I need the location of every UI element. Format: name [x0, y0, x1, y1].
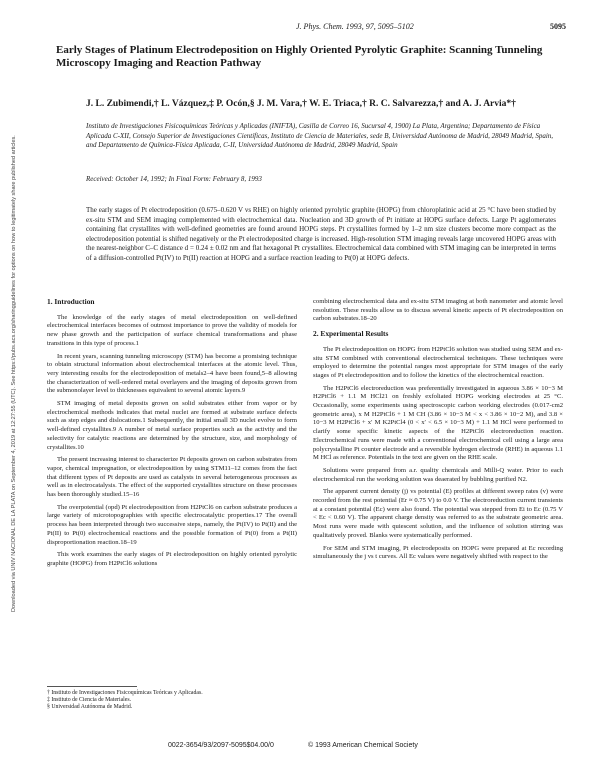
intro-paragraph: The knowledge of the early stages of metal electrodeposition on well-defined electrochemical interfaces becomes of outmost importance to prove the validity of models for new phase growth and the participation of surface chemical transformations and phase transitions in this type of process.1: [47, 313, 297, 347]
experimental-paragraph: The apparent current density (j) vs potential (E) profiles at different sweep rates (v) were recorded from the rest potential (Er ≈ 0.75 V) to 0.0 V. The electroreduction current transients at a constant potential (Ec) were also found. The potential was stepped from Ei to Ec (0.75 V < Ec < 0.60 V). The apparent charge density was referred to as the substrate geometric area. Most runs were made with quiescent solution, and the influence of solution stirring was qualitatively proved. Blanks were systematically performed.: [313, 488, 563, 539]
intro-paragraph: The overpotential (opd) Pt electrodeposition from H2PtCl6 on carbon substrate produces a large variety of microtopographies with specific electrocatalytic properties.17 The overall process has been interpreted through two successive steps, namely, the Pt(IV) to Pt(II) and the Pt(II) to Pt(0) electrochemical reactions and the possible formation of Pt(0) from a Pt(II) disproportionation reaction.18–19: [47, 503, 297, 546]
intro-paragraph: STM imaging of metal deposits grown on solid substrates either from vapor or by electrochemical methods indicates that metal nuclei are formed at substrate surface defects such as step edges and dislocations.1 Subsequently, the initial small 3D nuclei evolve to form well-defined crystallites.9 A number of metal surface properties such as the activity and the selectivity for catalytic reactions are determined by the structure, size, and morphology of crystallites.10: [47, 400, 297, 451]
issn-code: 0022-3654/93/2097-5095$04.00/0: [168, 742, 274, 749]
left-column: [47, 298, 297, 573]
download-watermark: [4, 135, 34, 612]
experimental-paragraph: The Pt electrodeposition on HOPG from H2PtCl6 solution was studied using SEM and ex-situ STM combined with conventional electrochemical techniques. These techniques were employed to determine the potential ranges most appropriate for STM images of the early stages of Pt electrodeposition and to follow the kinetics of the electrochemical reaction.: [313, 345, 563, 379]
experimental-paragraph: For SEM and STM imaging, Pt electrodeposits on HOPG were prepared at Ec recording simultaneously the j vs t curves. All Ec values were negatively shifted with respect to the: [313, 544, 563, 561]
intro-continuation: combining electrochemical data and ex-situ STM imaging at both nanometer and atomic level resolution. These results allow us to discuss several kinetic aspects of Pt electrodeposition on carbon substrates.18–20: [313, 298, 563, 323]
author-list: J. L. Zubimendi,† L. Vázquez,‡ P. Ocón,§ J. M. Vara,† W. E. Triaca,† R. C. Salvarezza,† and A. J. Arvia*†: [86, 99, 516, 109]
copyright-notice: © 1993 American Chemical Society: [308, 742, 418, 749]
abstract: The early stages of Pt electrodeposition (0.675–0.620 V vs RHE) on highly oriented pyrolytic graphite (HOPG) from chloroplatinic acid at 25 °C have been studied by ex-situ STM and SEM imaging complemented with electrochemical data. Nucleation and 3D growth of Pt initiate at HOPG surface defects. Large Pt agglomerates containing flat crystallites with well-defined geometries are found around HOPG steps. Pt crystallites formed by 1–2 nm size clusters become more compact as the electrodeposition potential is shifted negatively or the Pt electrodeposited charge is increased. High-resolution STM imaging reveals large uncovered HOPG areas with the nearest-neighbor C–C distance d = 0.24 ± 0.02 nm and flat hexagonal Pt crystallites. Electrochemical data combined with STM imaging can be interpreted in terms of a diffusion-controlled Pt(IV) to Pt(II) reaction at HOPG and a surface reaction leading to Pt(0) at HOPG defects.: [86, 206, 556, 262]
footnote: ‡ Instituto de Ciencia de Materiales.: [47, 697, 132, 704]
received-dates: Received: October 14, 1992; In Final Form: February 8, 1993: [86, 175, 262, 183]
section-heading-introduction: 1. Introduction: [47, 297, 95, 306]
affiliations: Instituto de Investigaciones Fisicoquímicas Teóricas y Aplicadas (INIFTA), Casilla de Correo 16, Sucursal 4, 1900) La Plata, Argentina; Departamento de Física Aplicada C-XII, Consejo Superior de Investigaciones Científicas, Instituto de Ciencia de Materiales, sede B, Universidad Autónoma de Madrid, 28049 Madrid, Spain, and Departamento de Química-Física Aplicada, C-II, Universidad Autónoma de Madrid, 28049 Madrid, Spain: [86, 122, 554, 149]
right-column: [313, 298, 563, 566]
footnote: § Universidad Autónoma de Madrid.: [47, 704, 133, 711]
section-heading-experimental: 2. Experimental Results: [313, 329, 389, 339]
footnote-divider: [47, 686, 137, 687]
journal-citation: J. Phys. Chem. 1993, 97, 5095–5102: [296, 22, 414, 31]
experimental-paragraph: The H2PtCl6 electroreduction was preferentially investigated in aqueous 3.86 × 10−3 M H2PtCl6 + 1.1 M HCl21 on freshly exfoliated HOPG working electrodes at 25 °C. Occasionally, some experiments using spectroscopic carbon working electrodes (0.017-cm2 geometric area), x M H2PtCl6 + 1 M CH (3.86 × 10−3 M < x < 3.86 × 10−2 M), and 3.8 × 10−3 M H2PtCl6 + x′ M K2PtCl4 (0 < x′ < 6.5 × 10−3 M) + 1.1 M HCl were performed to clarify some specific kinetic aspects of the H2PtCl6 electroreduction reaction. Electrochemical runs were made with a conventional electrochemical cell using a large area polycrystalline Pt counter electrode and a reversible hydrogen electrode (RHE) in aqueous 1.1 M HCl as reference. Potentials in the text are given on the RHE scale.: [313, 384, 563, 462]
intro-paragraph: This work examines the early stages of Pt electrodeposition on highly oriented pyrolytic graphite (HOPG) from H2PtCl6 solutions: [47, 551, 297, 567]
experimental-paragraph: Solutions were prepared from a.r. quality chemicals and Milli-Q water. Prior to each electrochemical run the working solution was deaerated by bubbling purified N2.: [313, 466, 563, 483]
article-title: Early Stages of Platinum Electrodeposition on Highly Oriented Pyrolytic Graphite: Scanning Tunneling Microscopy Imaging and Reaction Pathway: [56, 44, 543, 69]
page-number: 5095: [550, 22, 566, 31]
intro-paragraph: In recent years, scanning tunneling microscopy (STM) has become a promising technique to obtain structural information about electrochemical interfaces at the atomic level. Thus, very interesting results for the electrodeposition of metals2–4 have been found,5–8 allowing the characterization of well-ordered metal overlayers and the imaging of deposits grown from the submonolayer level to thicknesses equivalent to several atomic layers.9: [47, 352, 297, 395]
footnotes: [47, 690, 297, 712]
download-watermark-text: Downloaded via UNIV NACIONAL DE LA PLATA on September 4, 2019 at 12:27:55 (UTC). See https://pubs.acs.org/sharingguidelines for options on how to legitimately share published articles.: [11, 135, 17, 612]
footnote: † Instituto de Investigaciones Fisicoquímicas Teóricas y Aplicadas.: [47, 690, 203, 696]
intro-paragraph: The present increasing interest to characterize Pt deposits grown on carbon substrates from vapor, chemical impregnation, or electrodeposition by using STM11–12 comes from the fact that different types of Pt deposits are used as catalysts in several heterogeneous processes as well as in electrocatalysis. The effect of the supported crystallites structure on these processes has been thoroughly studied.15–16: [47, 456, 297, 499]
